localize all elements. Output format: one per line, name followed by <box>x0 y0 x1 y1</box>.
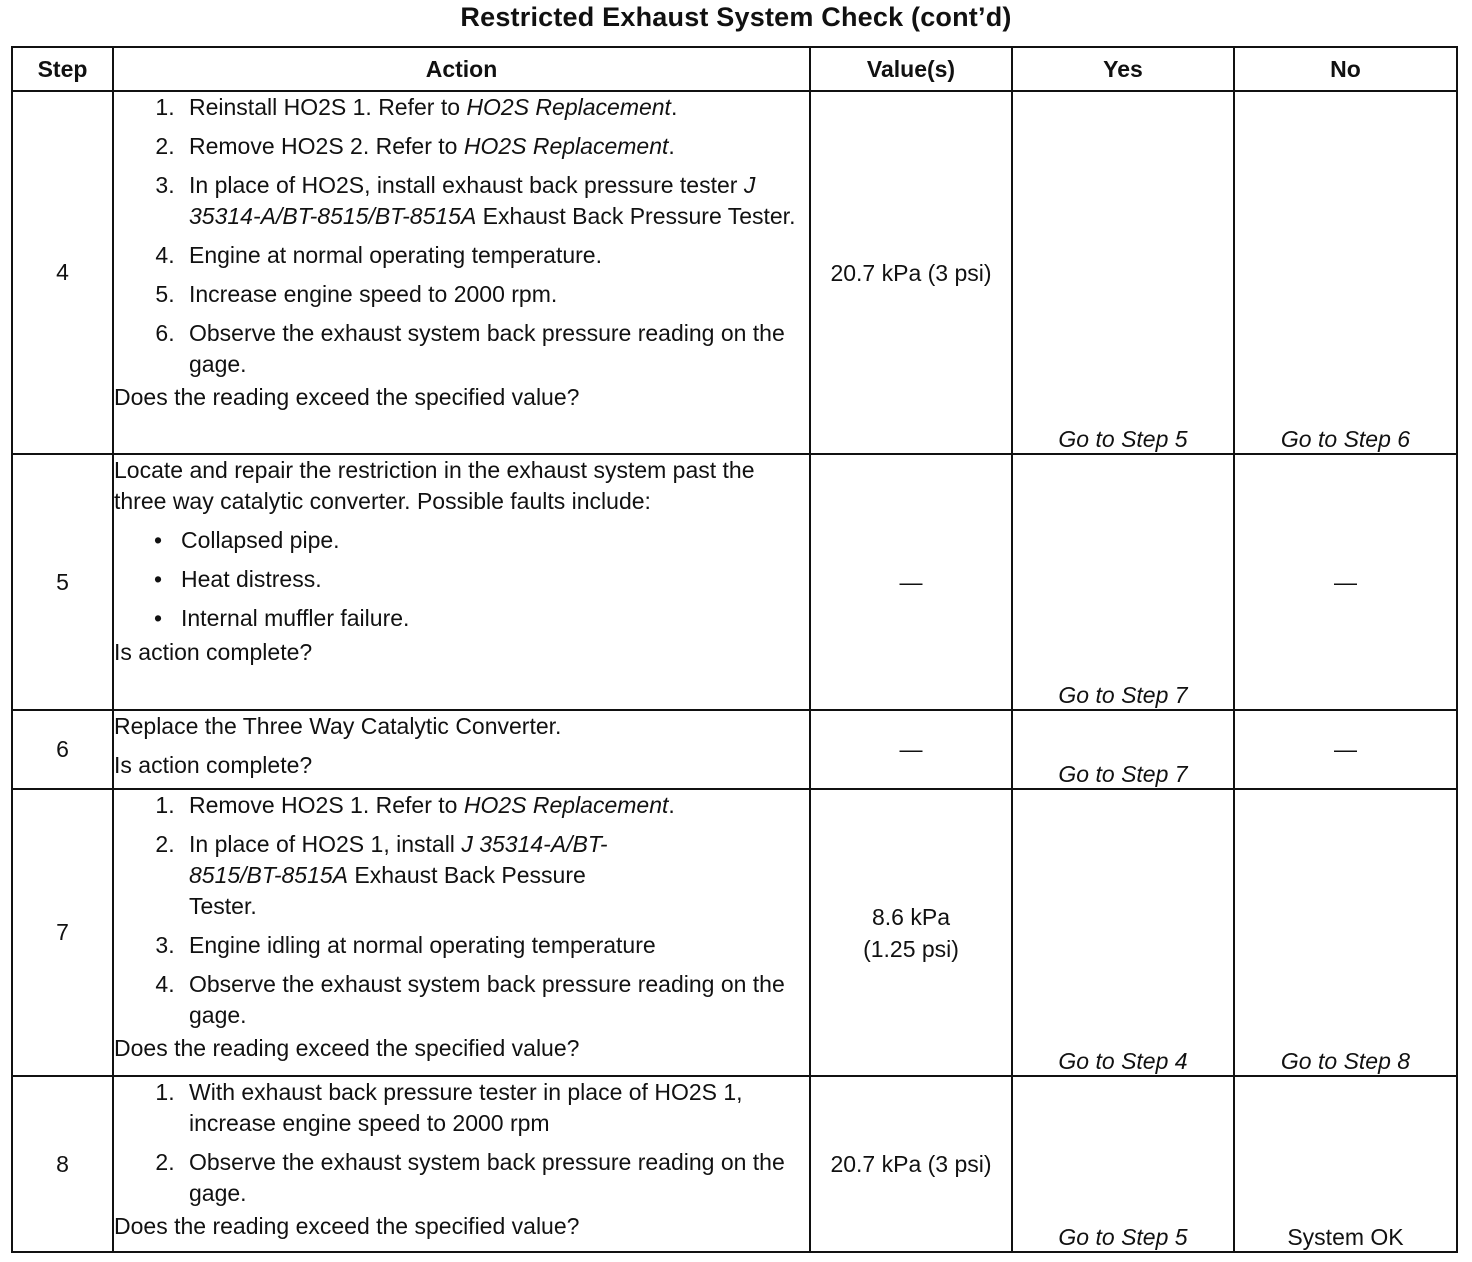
action-steps <box>114 790 809 1031</box>
header-step: Step <box>12 47 113 91</box>
action-steps <box>114 1077 809 1209</box>
action-cell <box>113 454 810 710</box>
header-no: No <box>1234 47 1457 91</box>
action-step: 1. With exhaust back pressure tester in place of HO2S 1, increase engine speed to 2000 rpm <box>181 1077 809 1139</box>
value-line: (1.25 psi) <box>863 935 959 962</box>
action-step: 4. Observe the exhaust system back pressure reading on the gage. <box>181 969 809 1031</box>
action-question: Does the reading exceed the specified value? <box>114 384 580 410</box>
fault-item: • Collapsed pipe. <box>181 525 769 556</box>
table-row-step-4 <box>12 91 1457 454</box>
no-result: Go to Step 6 <box>1234 91 1457 454</box>
page-title: Restricted Exhaust System Check (cont’d) <box>460 2 1012 32</box>
action-intro: Replace the Three Way Catalytic Converter. <box>114 713 562 739</box>
action-question: Is action complete? <box>114 639 313 665</box>
no-result: — <box>1234 454 1457 710</box>
step-number: 7 <box>12 789 113 1076</box>
value-line: 8.6 kPa <box>872 903 950 930</box>
yes-result: Go to Step 7 <box>1012 710 1234 789</box>
table-row-step-7 <box>12 789 1457 1076</box>
value-cell: — <box>810 710 1012 789</box>
action-steps <box>114 92 809 380</box>
action-step: 2. Remove HO2S 2. Refer to HO2S Replacement. <box>181 131 809 162</box>
fault-list <box>114 525 769 634</box>
step-number: 5 <box>12 454 113 710</box>
value-line: 20.7 kPa (3 psi) <box>830 1151 992 1177</box>
action-step: 3. Engine idling at normal operating temperature <box>181 930 809 961</box>
header-values: Value(s) <box>810 47 1012 91</box>
action-step: 2. In place of HO2S 1, install J 35314-A/BT-8515/BT-8515A Exhaust Back Pessure Tester. <box>181 829 809 922</box>
action-step: 5. Increase engine speed to 2000 rpm. <box>181 279 809 310</box>
table-row-step-8 <box>12 1076 1457 1252</box>
action-cell <box>113 1076 810 1252</box>
action-step: 6. Observe the exhaust system back pressure reading on the gage. <box>181 318 809 380</box>
action-cell <box>113 789 810 1076</box>
table-row-step-5 <box>12 454 1457 710</box>
action-step: 1. Remove HO2S 1. Refer to HO2S Replacement. <box>181 790 809 821</box>
value-cell <box>810 789 1012 1076</box>
step-number: 4 <box>12 91 113 454</box>
fault-item: • Heat distress. <box>181 564 769 595</box>
value-cell: — <box>810 454 1012 710</box>
action-question: Does the reading exceed the specified value? <box>114 1213 580 1239</box>
action-question: Does the reading exceed the specified value? <box>114 1035 580 1061</box>
no-result: System OK <box>1234 1076 1457 1252</box>
no-result: — <box>1234 710 1457 789</box>
yes-result: Go to Step 5 <box>1012 1076 1234 1252</box>
action-step: 4. Engine at normal operating temperature. <box>181 240 809 271</box>
no-result: Go to Step 8 <box>1234 789 1457 1076</box>
table-row-step-6 <box>12 710 1457 789</box>
yes-result: Go to Step 4 <box>1012 789 1234 1076</box>
header-row <box>12 47 1457 91</box>
action-step: 2. Observe the exhaust system back pressure reading on the gage. <box>181 1147 809 1209</box>
action-intro: Locate and repair the restriction in the exhaust system past the three way catalytic converter. Possible faults include: <box>114 457 755 514</box>
step-number: 6 <box>12 710 113 789</box>
value-cell <box>810 91 1012 454</box>
yes-result: Go to Step 5 <box>1012 91 1234 454</box>
action-step: 1. Reinstall HO2S 1. Refer to HO2S Replacement. <box>181 92 809 123</box>
value-line: 20.7 kPa (3 psi) <box>830 259 992 286</box>
header-action: Action <box>113 47 810 91</box>
action-cell <box>113 710 810 789</box>
yes-result: Go to Step 7 <box>1012 454 1234 710</box>
fault-item: • Internal muffler failure. <box>181 603 769 634</box>
action-cell <box>113 91 810 454</box>
header-yes: Yes <box>1012 47 1234 91</box>
diagnostic-table <box>11 46 1458 1253</box>
action-step: 3. In place of HO2S, install exhaust back pressure tester J 35314-A/BT-8515/BT-8515A Exhaust Back Pressure Tester. <box>181 170 809 232</box>
action-question: Is action complete? <box>114 752 313 778</box>
step-number: 8 <box>12 1076 113 1252</box>
value-cell <box>810 1076 1012 1252</box>
